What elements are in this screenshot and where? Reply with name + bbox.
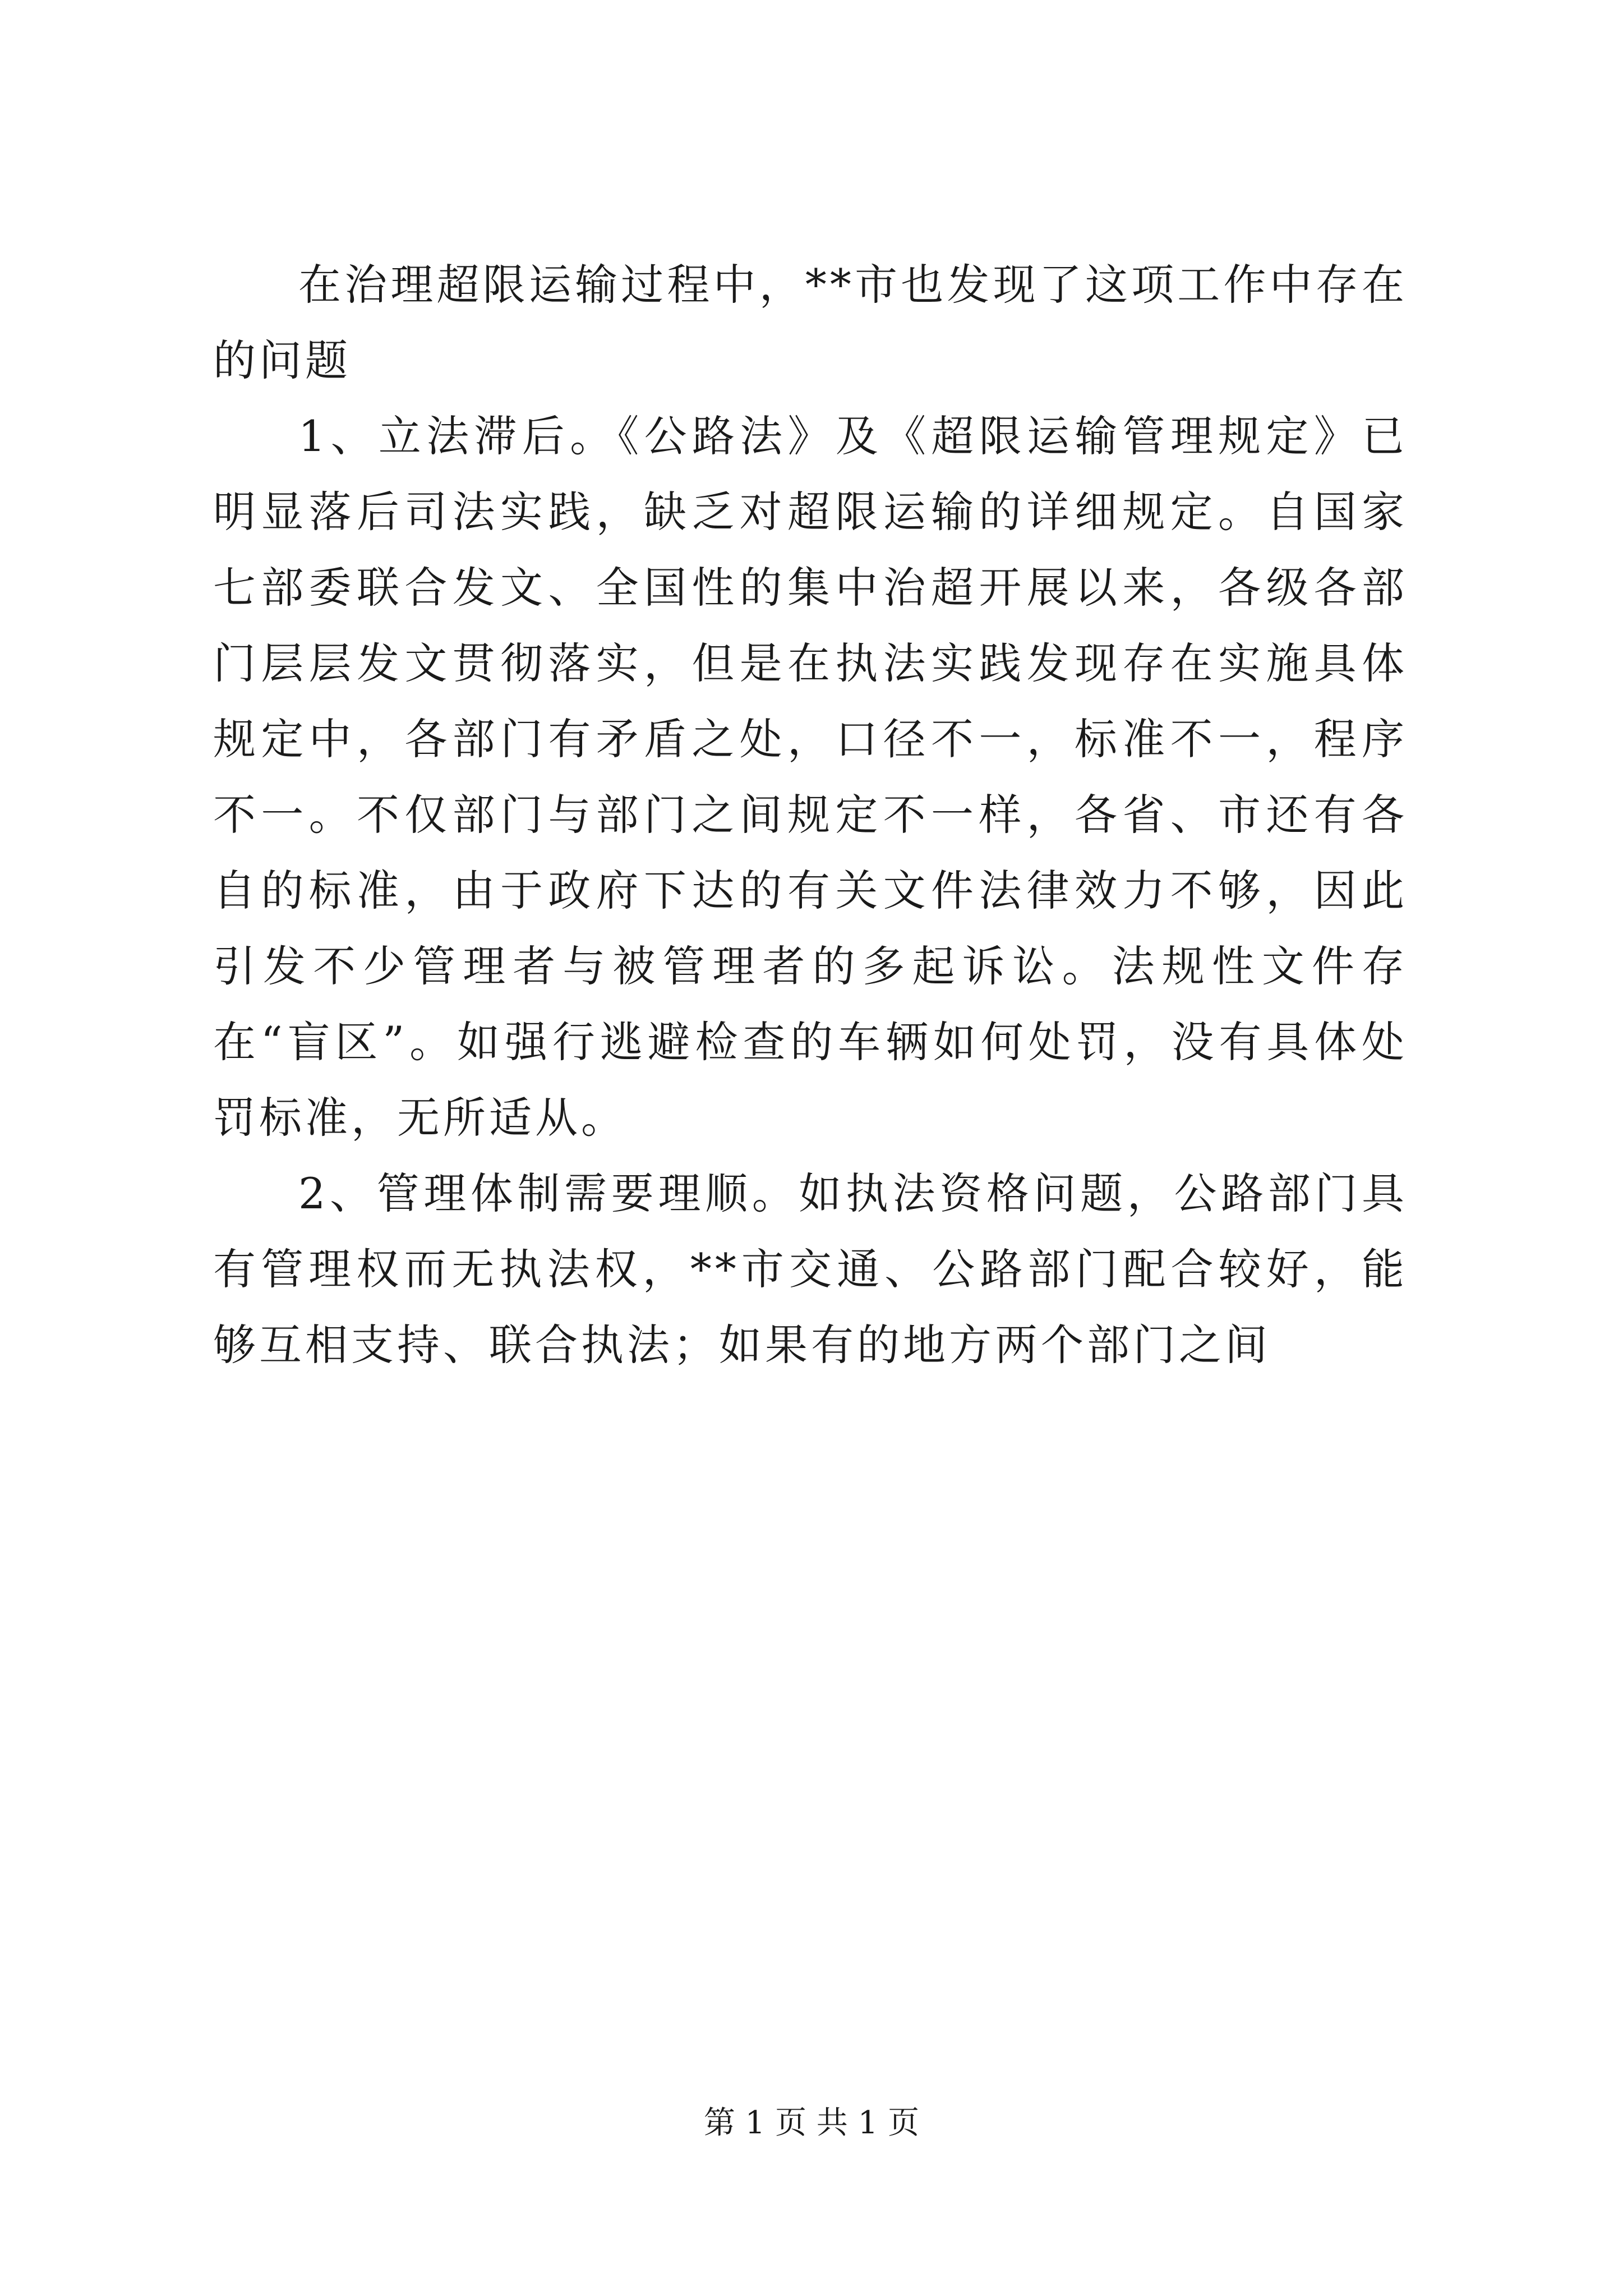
document-body	[213, 247, 1408, 1383]
paragraph-item-2: 2、管理体制需要理顺。如执法资格问题，公路部门具有管理权而无执法权，**市交通、公路部门配合较好，能够互相支持、联合执法；如果有的地方两个部门之间	[213, 1168, 1408, 1370]
paragraph-item-1: 1、立法滞后。《公路法》及《超限运输管理规定》已明显落后司法实践，缺乏对超限运输的详细规定。自国家七部委联合发文、全国性的集中治超开展以来，各级各部门层层发文贯彻落实，但是在执法实践发现存在实施具体规定中，各部门有矛盾之处，口径不一，标准不一，程序不一。不仅部门与部门之间规定不一样，各省、市还有各自的标准，由于政府下达的有关文件法律效力不够，因此引发不少管理者与被管理者的多起诉讼。法规性文件存在“盲区”。如强行逃避检查的车辆如何处罚，没有具体处罚标准，无所适从。	[213, 411, 1408, 1143]
page-footer: 第 1 页 共 1 页	[703, 2105, 920, 2141]
paragraph-intro: 在治理超限运输过程中，**市也发现了这项工作中存在的问题	[213, 260, 1408, 385]
